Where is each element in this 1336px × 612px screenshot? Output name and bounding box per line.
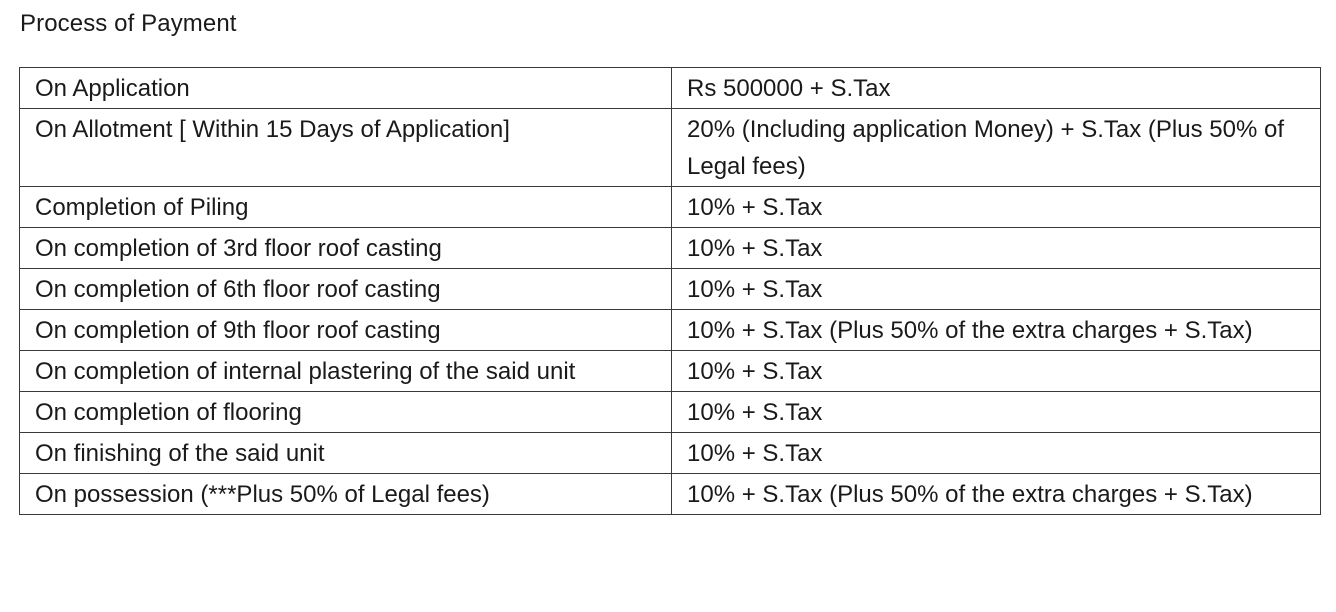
payment-schedule-table	[19, 67, 1321, 515]
table-row	[20, 351, 1321, 392]
table-row	[20, 392, 1321, 433]
stage-cell: On completion of internal plastering of the said unit	[20, 351, 672, 392]
table-row	[20, 68, 1321, 109]
stage-cell: On completion of flooring	[20, 392, 672, 433]
page-title: Process of Payment	[20, 10, 237, 37]
amount-cell: 10% + S.Tax (Plus 50% of the extra charges + S.Tax)	[672, 310, 1321, 351]
stage-cell: On Application	[20, 68, 672, 109]
amount-cell: 10% + S.Tax	[672, 351, 1321, 392]
amount-cell: 10% + S.Tax (Plus 50% of the extra charges + S.Tax)	[672, 474, 1321, 515]
amount-cell: 10% + S.Tax	[672, 228, 1321, 269]
stage-cell: On completion of 9th floor roof casting	[20, 310, 672, 351]
stage-cell: On finishing of the said unit	[20, 433, 672, 474]
stage-cell: Completion of Piling	[20, 187, 672, 228]
table-row	[20, 474, 1321, 515]
stage-cell: On completion of 6th floor roof casting	[20, 269, 672, 310]
amount-cell: 10% + S.Tax	[672, 433, 1321, 474]
amount-cell: 10% + S.Tax	[672, 187, 1321, 228]
table-row	[20, 310, 1321, 351]
table-row	[20, 228, 1321, 269]
stage-cell: On Allotment [ Within 15 Days of Application]	[20, 109, 672, 187]
table-row	[20, 187, 1321, 228]
amount-cell: 10% + S.Tax	[672, 269, 1321, 310]
amount-cell: Rs 500000 + S.Tax	[672, 68, 1321, 109]
table-row	[20, 109, 1321, 187]
stage-cell: On possession (***Plus 50% of Legal fees)	[20, 474, 672, 515]
amount-cell: 20% (Including application Money) + S.Tax (Plus 50% of Legal fees)	[672, 109, 1321, 187]
table-row	[20, 433, 1321, 474]
stage-cell: On completion of 3rd floor roof casting	[20, 228, 672, 269]
amount-cell: 10% + S.Tax	[672, 392, 1321, 433]
table-row	[20, 269, 1321, 310]
